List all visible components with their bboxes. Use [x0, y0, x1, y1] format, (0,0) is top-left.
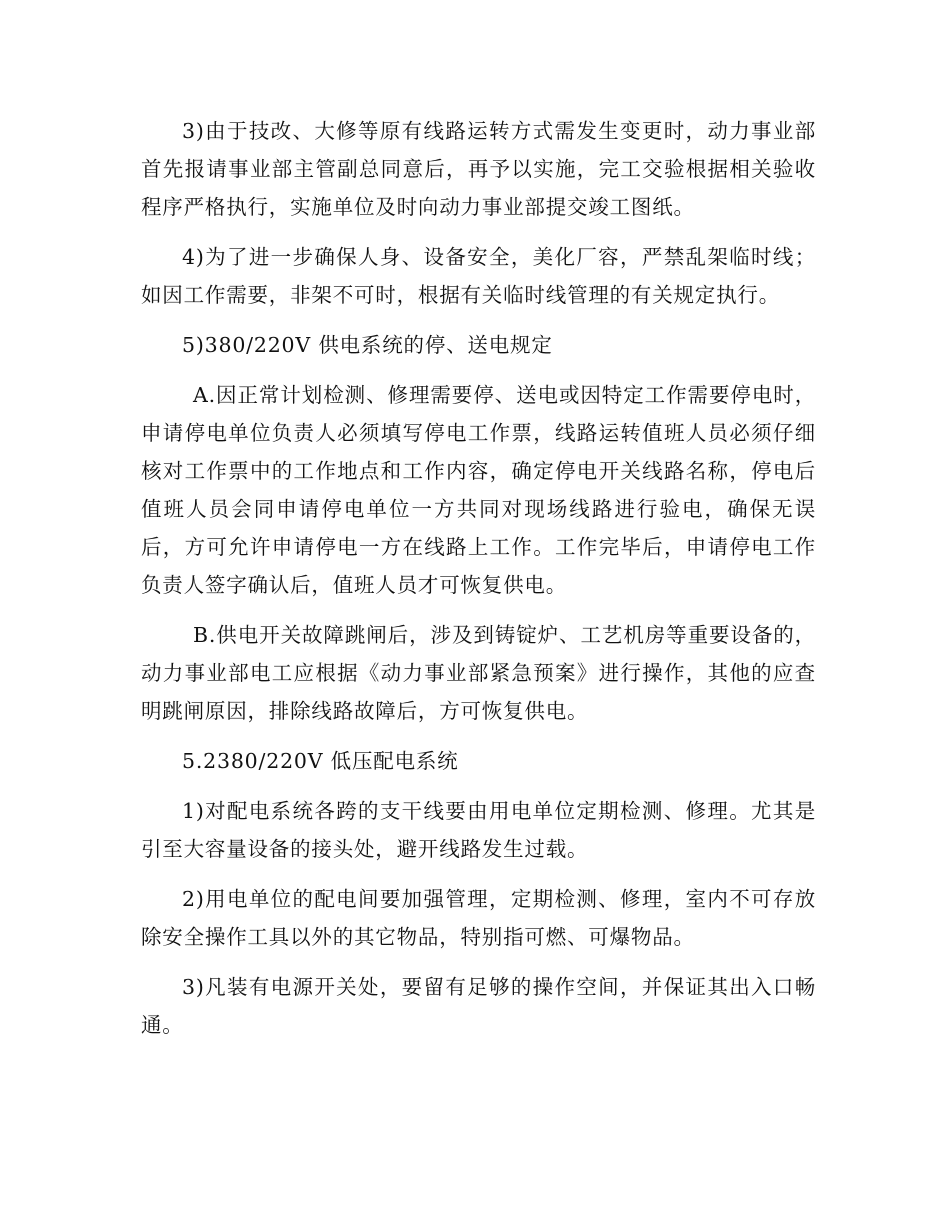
paragraph-route-change: 3)由于技改、大修等原有线路运转方式需发生变更时，动力事业部首先报请事业部主管副总同意后，再予以实施，完工交验根据相关验收程序严格执行，实施单位及时向动力事业部提交竣工图纸。	[141, 119, 816, 219]
section-heading-low-voltage: 5.2380/220V 低压配电系统	[182, 749, 459, 773]
paragraph-branch-lines: 1)对配电系统各跨的支干线要由用电单位定期检测、修理。尤其是引至大容量设备的接头处，避开线路发生过载。	[141, 799, 816, 861]
paragraph-distribution-room: 2)用电单位的配电间要加强管理，定期检测、修理，室内不可存放除安全操作工具以外的其它物品，特别指可燃、可爆物品。	[141, 887, 816, 949]
paragraph-switch-space: 3)凡装有电源开关处，要留有足够的操作空间，并保证其出入口畅通。	[141, 975, 816, 1037]
paragraph-power-rules-heading: 5)380/220V 供电系统的停、送电规定	[182, 333, 553, 357]
paragraph-rule-b: B.供电开关故障跳闸后，涉及到铸锭炉、工艺机房等重要设备的，动力事业部电工应根据《动力事业部紧急预案》进行操作，其他的应查明跳闸原因，排除线路故障后，方可恢复供电。	[141, 623, 816, 723]
paragraph-temporary-lines: 4)为了进一步确保人身、设备安全，美化厂容，严禁乱架临时线；如因工作需要，非架不可时，根据有关临时线管理的有关规定执行。	[141, 245, 816, 307]
document-body	[141, 112, 816, 1056]
paragraph-rule-a: A.因正常计划检测、修理需要停、送电或因特定工作需要停电时，申请停电单位负责人必须填写停电工作票，线路运转值班人员必须仔细核对工作票中的工作地点和工作内容，确定停电开关线路名称，停电后值班人员会同申请停电单位一方共同对现场线路进行验电，确保无误后，方可允许申请停电一方在线路上工作。工作完毕后，申请停电工作负责人签字确认后，值班人员才可恢复供电。	[141, 383, 816, 597]
